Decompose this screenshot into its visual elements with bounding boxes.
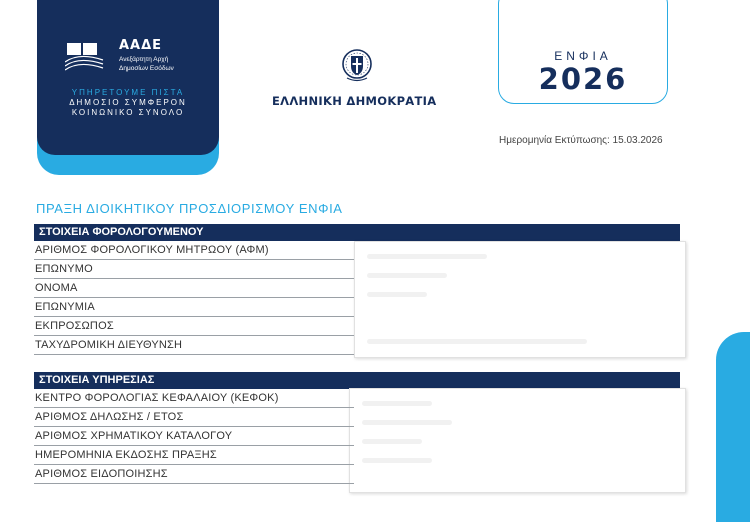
motto-line2: ΔΗΜΟΣΙΟ ΣΥΜΦΕΡΟΝ <box>69 98 187 107</box>
redacted-value <box>367 292 427 297</box>
redacted-value <box>362 458 432 463</box>
aade-subtitle-line2: Δημοσίων Εσόδων <box>119 65 174 72</box>
aade-name: ΑΑΔΕ <box>119 38 163 53</box>
print-date: Ημερομηνία Εκτύπωσης: 15.03.2026 <box>499 135 663 146</box>
redacted-value <box>367 254 487 259</box>
field-label-afm: ΑΡΙΘΜΟΣ ΦΟΡΟΛΟΓΙΚΟΥ ΜΗΤΡΩΟΥ (ΑΦΜ) <box>34 241 354 260</box>
aade-logo-block <box>37 0 219 175</box>
service-fields <box>34 389 354 484</box>
greek-emblem-icon <box>341 47 373 83</box>
field-label-kefok: ΚΕΝΤΡΟ ΦΟΡΟΛΟΓΙΑΣ ΚΕΦΑΛΑΙΟΥ (ΚΕΦΟΚ) <box>34 389 354 408</box>
service-section-header: ΣΤΟΙΧΕΙΑ ΥΠΗΡΕΣΙΑΣ <box>34 372 680 389</box>
service-values-box <box>349 388 686 493</box>
taxpayer-values-box <box>354 241 686 358</box>
aade-subtitle-line1: Ανεξάρτητη Αρχή <box>119 56 169 63</box>
field-label-notification-number: ΑΡΙΘΜΟΣ ΕΙΔΟΠΟΙΗΣΗΣ <box>34 465 354 484</box>
enfia-label: ΕΝΦΙΑ <box>554 49 612 63</box>
field-label-catalog-number: ΑΡΙΘΜΟΣ ΧΡΗΜΑΤΙΚΟΥ ΚΑΤΑΛΟΓΟΥ <box>34 427 354 446</box>
republic-title: ΕΛΛΗΝΙΚΗ ΔΗΜΟΚΡΑΤΙΑ <box>272 94 437 108</box>
field-label-surname: ΕΠΩΝΥΜΟ <box>34 260 354 279</box>
side-decoration-tab <box>716 332 750 522</box>
field-label-representative: ΕΚΠΡΟΣΩΠΟΣ <box>34 317 354 336</box>
aade-motto <box>37 88 219 118</box>
logo-navy-panel <box>37 0 219 155</box>
taxpayer-section-header: ΣΤΟΙΧΕΙΑ ΦΟΡΟΛΟΓΟΥΜΕΝΟΥ <box>34 224 680 241</box>
aade-logo-icon <box>65 42 105 72</box>
field-label-issue-date: ΗΜΕΡΟΜΗΝΙΑ ΕΚΔΟΣΗΣ ΠΡΑΞΗΣ <box>34 446 354 465</box>
field-label-name: ΟΝΟΜΑ <box>34 279 354 298</box>
enfia-year: 2026 <box>538 62 628 96</box>
redacted-value <box>367 339 587 344</box>
field-label-declaration-number: ΑΡΙΘΜΟΣ ΔΗΛΩΣΗΣ / ΕΤΟΣ <box>34 408 354 427</box>
act-title: ΠΡΑΞΗ ΔΙΟΙΚΗΤΙΚΟΥ ΠΡΟΣΔΙΟΡΙΣΜΟΥ ΕΝΦΙΑ <box>36 201 343 216</box>
field-label-postal-address: ΤΑΧΥΔΡΟΜΙΚΗ ΔΙΕΥΘΥΝΣΗ <box>34 336 354 355</box>
redacted-value <box>362 439 422 444</box>
motto-line3: ΚΟΙΝΩΝΙΚΟ ΣΥΝΟΛΟ <box>71 108 185 117</box>
taxpayer-fields <box>34 241 354 355</box>
redacted-value <box>362 401 432 406</box>
redacted-value <box>362 420 452 425</box>
motto-line1: ΥΠΗΡΕΤΟΥΜΕ ΠΙΣΤΑ <box>71 88 185 97</box>
redacted-value <box>367 273 447 278</box>
field-label-company-name: ΕΠΩΝΥΜΙΑ <box>34 298 354 317</box>
aade-subtitle <box>119 55 174 73</box>
